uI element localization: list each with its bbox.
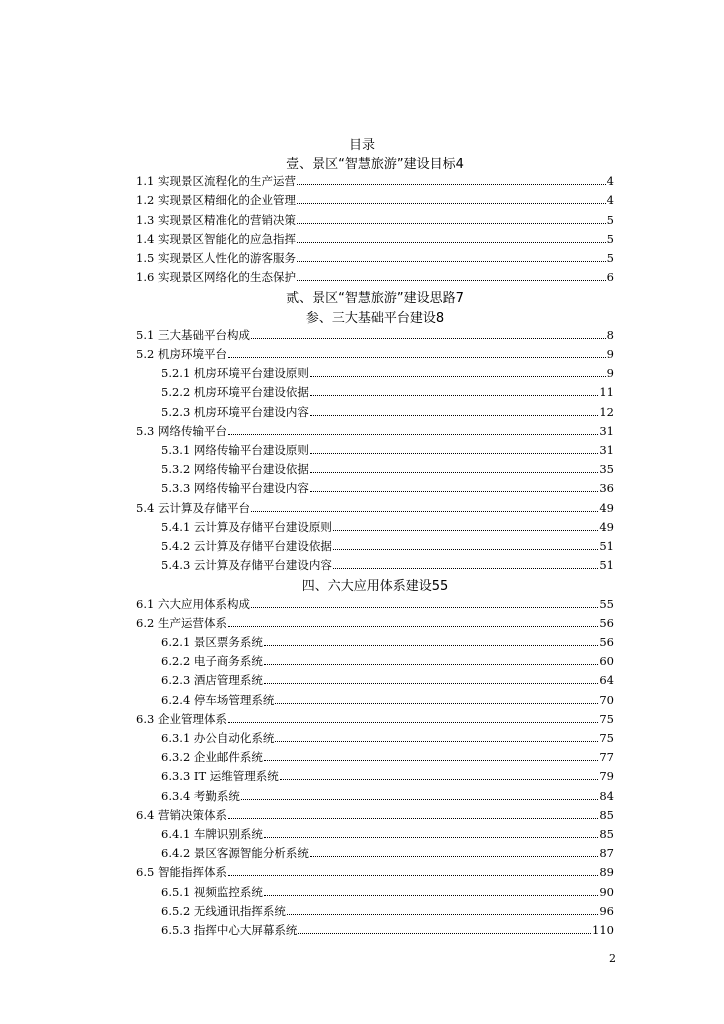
toc-entry[interactable] bbox=[161, 441, 614, 459]
toc-entry-page: 36 bbox=[599, 481, 614, 496]
toc-entry-page: 35 bbox=[599, 462, 614, 477]
toc-dot-leader bbox=[228, 615, 598, 627]
toc-dot-leader bbox=[310, 442, 598, 454]
toc-entry[interactable] bbox=[161, 748, 614, 766]
toc-entry-label: 1.4 实现景区智能化的应急指挥 bbox=[136, 231, 296, 246]
toc-entry-label: 5.3 网络传输平台 bbox=[136, 423, 227, 438]
toc-entry[interactable] bbox=[161, 518, 614, 536]
toc-entry[interactable] bbox=[161, 902, 614, 920]
toc-dot-leader bbox=[310, 461, 598, 473]
toc-dot-leader bbox=[251, 596, 598, 608]
toc-entry[interactable] bbox=[136, 345, 614, 363]
toc-dot-leader bbox=[333, 557, 598, 569]
toc-entry[interactable] bbox=[136, 326, 614, 344]
toc-dot-leader bbox=[241, 788, 598, 800]
toc-entry-page: 87 bbox=[599, 846, 614, 861]
toc-entry-label: 5.4.2 云计算及存储平台建设依据 bbox=[161, 539, 332, 553]
toc-title: 目录 bbox=[348, 138, 375, 153]
toc-entry-page: 75 bbox=[599, 711, 614, 726]
toc-dot-leader bbox=[297, 173, 606, 185]
toc-entry-label: 5.2.1 机房环境平台建设原则 bbox=[161, 366, 309, 381]
toc-dot-leader bbox=[310, 384, 598, 396]
toc-entry[interactable] bbox=[161, 844, 614, 862]
toc-chapter-heading[interactable]: 贰、景区“智慧旅游”建设思路7 bbox=[286, 291, 464, 307]
toc-entry-label: 6.5.2 无线通讯指挥系统 bbox=[161, 903, 286, 918]
toc-dot-leader bbox=[280, 768, 599, 780]
toc-entry-page: 4 bbox=[606, 174, 614, 189]
toc-dot-leader bbox=[264, 884, 598, 896]
toc-dot-leader bbox=[297, 212, 606, 224]
toc-entry-page: 51 bbox=[599, 539, 614, 553]
toc-entry-label: 1.2 实现景区精细化的企业管理 bbox=[136, 193, 296, 208]
toc-dot-leader bbox=[264, 653, 598, 665]
toc-entry-label: 6.3.2 企业邮件系统 bbox=[161, 750, 263, 765]
toc-entry-label: 5.4 云计算及存储平台 bbox=[136, 500, 250, 515]
toc-dot-leader bbox=[264, 749, 598, 761]
toc-entry-page: 4 bbox=[606, 193, 614, 208]
toc-entry[interactable] bbox=[161, 556, 614, 574]
toc-entry-page: 60 bbox=[599, 654, 614, 669]
toc-entry[interactable] bbox=[136, 211, 614, 229]
toc-entry[interactable] bbox=[161, 767, 614, 785]
toc-dot-leader bbox=[310, 480, 598, 492]
toc-entry-label: 5.4.3 云计算及存储平台建设内容 bbox=[161, 558, 332, 573]
toc-dot-leader bbox=[287, 903, 598, 915]
toc-entry-label: 6.3 企业管理体系 bbox=[136, 711, 227, 726]
toc-entry-page: 5 bbox=[606, 212, 614, 227]
toc-entry-page: 64 bbox=[599, 673, 614, 688]
toc-entry[interactable] bbox=[161, 671, 614, 689]
toc-dot-leader bbox=[275, 692, 598, 704]
toc-dot-leader bbox=[251, 500, 598, 512]
toc-entry-page: 8 bbox=[606, 327, 614, 342]
toc-entry[interactable] bbox=[136, 230, 614, 248]
toc-dot-leader bbox=[264, 634, 598, 646]
toc-dot-leader bbox=[264, 826, 598, 838]
toc-entry-page: 51 bbox=[599, 558, 614, 573]
toc-entry-label: 6.5.1 视频监控系统 bbox=[161, 884, 263, 899]
toc-entry[interactable] bbox=[161, 652, 614, 670]
toc-entry-page: 77 bbox=[599, 750, 614, 765]
toc-chapter-heading[interactable]: 壹、景区“智慧旅游”建设目标4 bbox=[286, 157, 464, 172]
page-number: 2 bbox=[609, 952, 616, 965]
toc-dot-leader bbox=[297, 231, 606, 243]
toc-dot-leader bbox=[228, 711, 598, 723]
toc-entry-page: 49 bbox=[599, 500, 614, 515]
toc-entry[interactable] bbox=[136, 422, 614, 440]
toc-entry-page: 9 bbox=[606, 366, 614, 381]
toc-entry-label: 5.1 三大基础平台构成 bbox=[136, 327, 250, 342]
toc-entry[interactable] bbox=[161, 633, 614, 651]
toc-entry-label: 6.3.3 IT 运维管理系统 bbox=[161, 769, 279, 784]
toc-dot-leader bbox=[228, 807, 598, 819]
toc-entry[interactable] bbox=[161, 364, 614, 382]
toc-entry-page: 85 bbox=[599, 827, 614, 841]
toc-entry-label: 6.4.1 车牌识别系统 bbox=[161, 827, 263, 841]
toc-entry-page: 56 bbox=[599, 615, 614, 630]
toc-entry-label: 5.3.2 网络传输平台建设依据 bbox=[161, 462, 309, 477]
toc-entry[interactable] bbox=[136, 499, 614, 517]
toc-entry[interactable] bbox=[136, 710, 614, 728]
toc-entry[interactable] bbox=[161, 479, 614, 497]
toc-entry-page: 5 bbox=[606, 231, 614, 246]
toc-entry-page: 5 bbox=[606, 251, 614, 265]
toc-dot-leader bbox=[264, 672, 598, 684]
toc-dot-leader bbox=[298, 922, 591, 934]
toc-entry-page: 70 bbox=[599, 692, 614, 707]
toc-entry-page: 96 bbox=[599, 903, 614, 918]
toc-dot-leader bbox=[297, 269, 606, 281]
toc-dot-leader bbox=[251, 327, 606, 339]
toc-entry[interactable] bbox=[161, 825, 614, 843]
toc-entry-page: 31 bbox=[599, 423, 614, 438]
toc-entry-label: 6.4 营销决策体系 bbox=[136, 807, 227, 822]
toc-entry[interactable] bbox=[136, 595, 614, 613]
toc-entry[interactable] bbox=[161, 729, 614, 747]
toc-entry[interactable] bbox=[161, 537, 614, 555]
toc-entry-page: 90 bbox=[599, 884, 614, 899]
toc-entry-label: 6.2.3 酒店管理系统 bbox=[161, 673, 263, 688]
toc-entry-label: 6.1 六大应用体系构成 bbox=[136, 596, 250, 611]
toc-dot-leader bbox=[310, 365, 606, 377]
toc-entry-page: 55 bbox=[599, 596, 614, 611]
toc-entry-page: 85 bbox=[599, 807, 614, 822]
toc-dot-leader bbox=[228, 346, 606, 358]
toc-entry[interactable] bbox=[161, 921, 614, 939]
toc-dot-leader bbox=[228, 864, 598, 876]
toc-entry-page: 84 bbox=[599, 788, 614, 803]
toc-dot-leader bbox=[310, 845, 598, 857]
toc-entry[interactable] bbox=[136, 614, 614, 632]
toc-dot-leader bbox=[310, 404, 598, 416]
toc-entry-label: 5.3.1 网络传输平台建设原则 bbox=[161, 443, 309, 457]
toc-entry-label: 6.5.3 指挥中心大屏幕系统 bbox=[161, 923, 298, 937]
toc-entry-label: 1.5 实现景区人性化的游客服务 bbox=[136, 251, 296, 265]
toc-entry-label: 6.2 生产运营体系 bbox=[136, 615, 227, 630]
toc-entry[interactable] bbox=[136, 268, 614, 286]
toc-dot-leader bbox=[228, 423, 598, 435]
toc-entry-page: 110 bbox=[592, 923, 614, 937]
toc-entry-page: 56 bbox=[599, 635, 614, 649]
toc-entry-label: 1.1 实现景区流程化的生产运营 bbox=[136, 174, 296, 189]
toc-entry-page: 75 bbox=[599, 731, 614, 745]
toc-dot-leader bbox=[333, 538, 598, 550]
toc-chapter-heading[interactable]: 四、六大应用体系建设55 bbox=[301, 579, 449, 595]
toc-entry[interactable] bbox=[136, 172, 614, 190]
toc-entry-label: 6.2.4 停车场管理系统 bbox=[161, 692, 275, 707]
toc-entry[interactable] bbox=[161, 460, 614, 478]
toc-entry-label: 5.3.3 网络传输平台建设内容 bbox=[161, 481, 309, 496]
toc-entry[interactable] bbox=[161, 383, 614, 401]
toc-dot-leader bbox=[297, 192, 606, 204]
toc-chapter-heading[interactable]: 参、三大基础平台建设8 bbox=[305, 310, 445, 326]
toc-entry[interactable] bbox=[136, 191, 614, 209]
toc-entry-label: 6.2.1 景区票务系统 bbox=[161, 635, 263, 649]
toc-entry-label: 6.3.1 办公自动化系统 bbox=[161, 731, 275, 745]
toc-dot-leader bbox=[275, 730, 598, 742]
toc-entry-label: 6.5 智能指挥体系 bbox=[136, 865, 227, 880]
toc-entry-label: 5.2 机房环境平台 bbox=[136, 347, 227, 361]
toc-entry-label: 5.2.3 机房环境平台建设内容 bbox=[161, 404, 309, 419]
toc-entry-label: 1.6 实现景区网络化的生态保护 bbox=[136, 270, 296, 285]
toc-entry-label: 6.4.2 景区客源智能分析系统 bbox=[161, 846, 309, 861]
toc-entry-page: 12 bbox=[599, 404, 614, 419]
toc-entry[interactable] bbox=[161, 883, 614, 901]
toc-entry[interactable] bbox=[136, 249, 614, 267]
toc-entry-page: 11 bbox=[599, 385, 614, 400]
toc-dot-leader bbox=[297, 250, 606, 262]
toc-entry-label: 6.3.4 考勤系统 bbox=[161, 788, 240, 803]
toc-entry-page: 49 bbox=[599, 519, 614, 534]
toc-entry[interactable] bbox=[136, 863, 614, 881]
toc-entry-page: 9 bbox=[606, 347, 614, 361]
toc-entry-label: 5.2.2 机房环境平台建设依据 bbox=[161, 385, 309, 400]
toc-entry[interactable] bbox=[161, 403, 614, 421]
toc-entry-page: 79 bbox=[599, 769, 614, 784]
toc-entry[interactable] bbox=[161, 691, 614, 709]
toc-entry-label: 5.4.1 云计算及存储平台建设原则 bbox=[161, 519, 332, 534]
toc-entry[interactable] bbox=[136, 806, 614, 824]
toc-dot-leader bbox=[333, 519, 598, 531]
toc-entry-page: 31 bbox=[599, 443, 614, 457]
toc-entry-label: 1.3 实现景区精准化的营销决策 bbox=[136, 212, 296, 227]
toc-entry-label: 6.2.2 电子商务系统 bbox=[161, 654, 263, 669]
toc-entry-page: 6 bbox=[606, 270, 614, 285]
toc-entry[interactable] bbox=[161, 787, 614, 805]
toc-entry-page: 89 bbox=[599, 865, 614, 880]
